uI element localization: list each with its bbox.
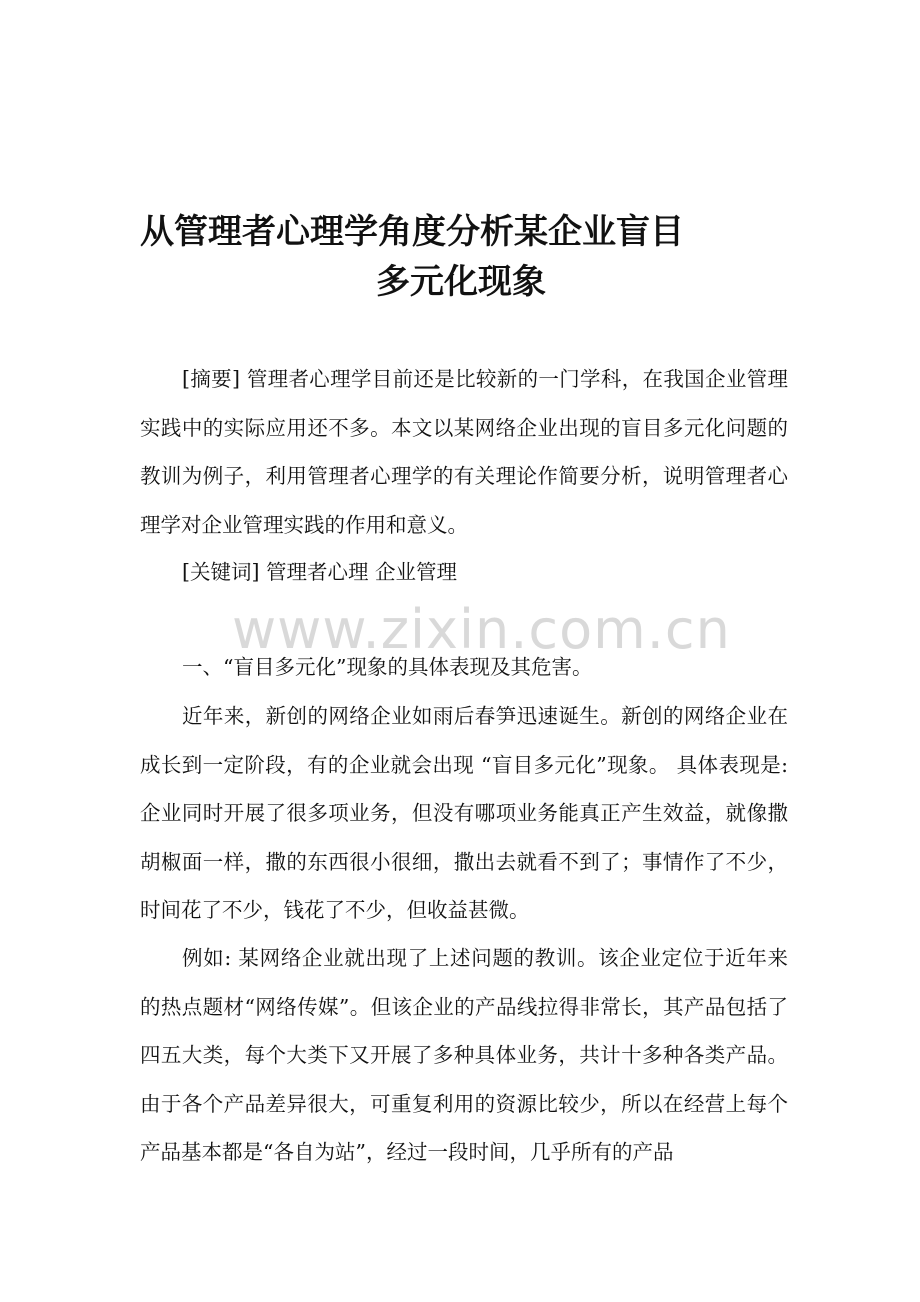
document-title-line-2: 多元化现象 — [376, 262, 546, 302]
body-paragraph-2: 例如: 某网络企业就出现了上述问题的教训。该企业定位于近年来的热点题材“网络传媒”。但该企业的产品线拉得非常长，其产品包括了四五大类，每个大类下又开展了多种具体业务，共计十多种各类产品。由于各个产品差异很大，可重复利用的资源比较少，所以在经营上每个产品基本都是“各自为站”，经过一段时间，几乎所有的产品 — [140, 946, 788, 1165]
watermark: www.zixin.com.cn — [232, 598, 731, 661]
document-title-line-1: 从管理者心理学角度分析某企业盲目 — [140, 212, 684, 252]
section-heading: 一、“盲目多元化”现象的具体表现及其危害。 — [182, 655, 593, 679]
keywords-paragraph: [关键词] 管理者心理 企业管理 — [182, 560, 458, 584]
body-paragraph-1: 近年来，新创的网络企业如雨后春笋迅速诞生。新创的网络企业在成长到一定阶段，有的企业就会出现 “盲目多元化”现象。 具体表现是: 企业同时开展了很多项业务，但没有哪项业务能真正产生效益，就像撒胡椒面一样，撒的东西很小很细，撒出去就看不到了；事情作了不少，时间花了不少，钱花了不少，但收益甚微。 — [140, 704, 788, 923]
abstract-paragraph: [摘要] 管理者心理学目前还是比较新的一门学科，在我国企业管理实践中的实际应用还不多。本文以某网络企业出现的盲目多元化问题的教训为例子，利用管理者心理学的有关理论作简要分析，说明管理者心理学对企业管理实践的作用和意义。 — [140, 367, 788, 537]
